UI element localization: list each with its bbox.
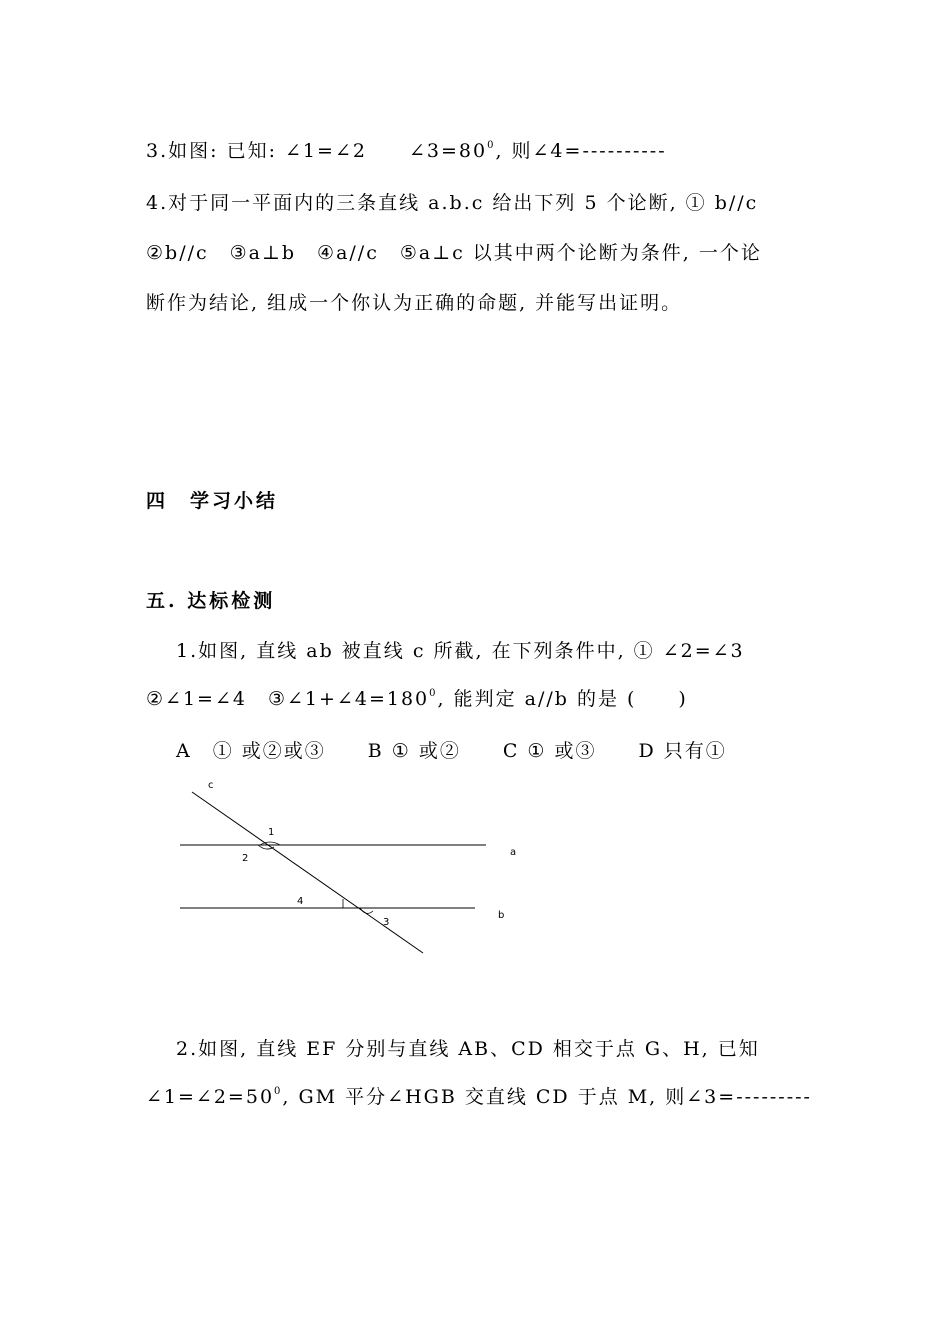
label-a: a xyxy=(510,847,517,858)
question-3-tail: , 则∠4=---------- xyxy=(495,140,667,162)
problem-1-line-1: 1.如图, 直线 ab 被直线 c 所截, 在下列条件中, ① ∠2=∠3 xyxy=(176,640,745,662)
transversal-c xyxy=(192,792,423,953)
question-4-line-3: 断作为结论, 组成一个你认为正确的命题, 并能写出证明。 xyxy=(146,292,683,314)
problem-1-line-2 xyxy=(146,686,816,712)
problem-1-question: , 能判定 a//b 的是 ( ) xyxy=(437,688,688,710)
section-4-heading: 四 学习小结 xyxy=(146,490,279,512)
degree-superscript: 0 xyxy=(429,687,438,699)
problem-2-given: ∠1=∠2=50 xyxy=(146,1086,275,1108)
label-angle-1: 1 xyxy=(268,827,275,838)
label-angle-2: 2 xyxy=(242,853,249,864)
problem-1-options: A ① 或②或③ B ① 或② C ① 或③ D 只有① xyxy=(176,740,727,762)
angle-3-arc xyxy=(360,908,373,913)
label-angle-4: 4 xyxy=(297,896,304,907)
label-b: b xyxy=(498,910,505,921)
degree-superscript: 0 xyxy=(487,139,496,151)
question-4-line-1: 4.对于同一平面内的三条直线 a.b.c 给出下列 5 个论断, ① b//c xyxy=(146,192,759,214)
problem-2-question: , GM 平分∠HGB 交直线 CD 于点 M, 则∠3=--------- xyxy=(282,1086,812,1108)
problem-2-line-2 xyxy=(146,1084,816,1110)
question-3 xyxy=(146,138,816,164)
label-angle-3: 3 xyxy=(383,917,390,928)
question-4-line-2: ②b//c ③a⊥b ④a//c ⑤a⊥c 以其中两个论断为条件, 一个论 xyxy=(146,242,762,264)
problem-1-conditions: ②∠1=∠4 ③∠1+∠4=180 xyxy=(146,688,430,710)
question-3-text: 3.如图: 已知: ∠1=∠2 ∠3=80 xyxy=(146,140,488,162)
degree-superscript: 0 xyxy=(274,1085,283,1097)
parallel-lines-figure xyxy=(170,775,530,960)
section-5-heading: 五. 达标检测 xyxy=(146,590,276,612)
label-c: c xyxy=(208,780,214,791)
problem-2-line-1: 2.如图, 直线 EF 分别与直线 AB、CD 相交于点 G、H, 已知 xyxy=(176,1038,760,1060)
